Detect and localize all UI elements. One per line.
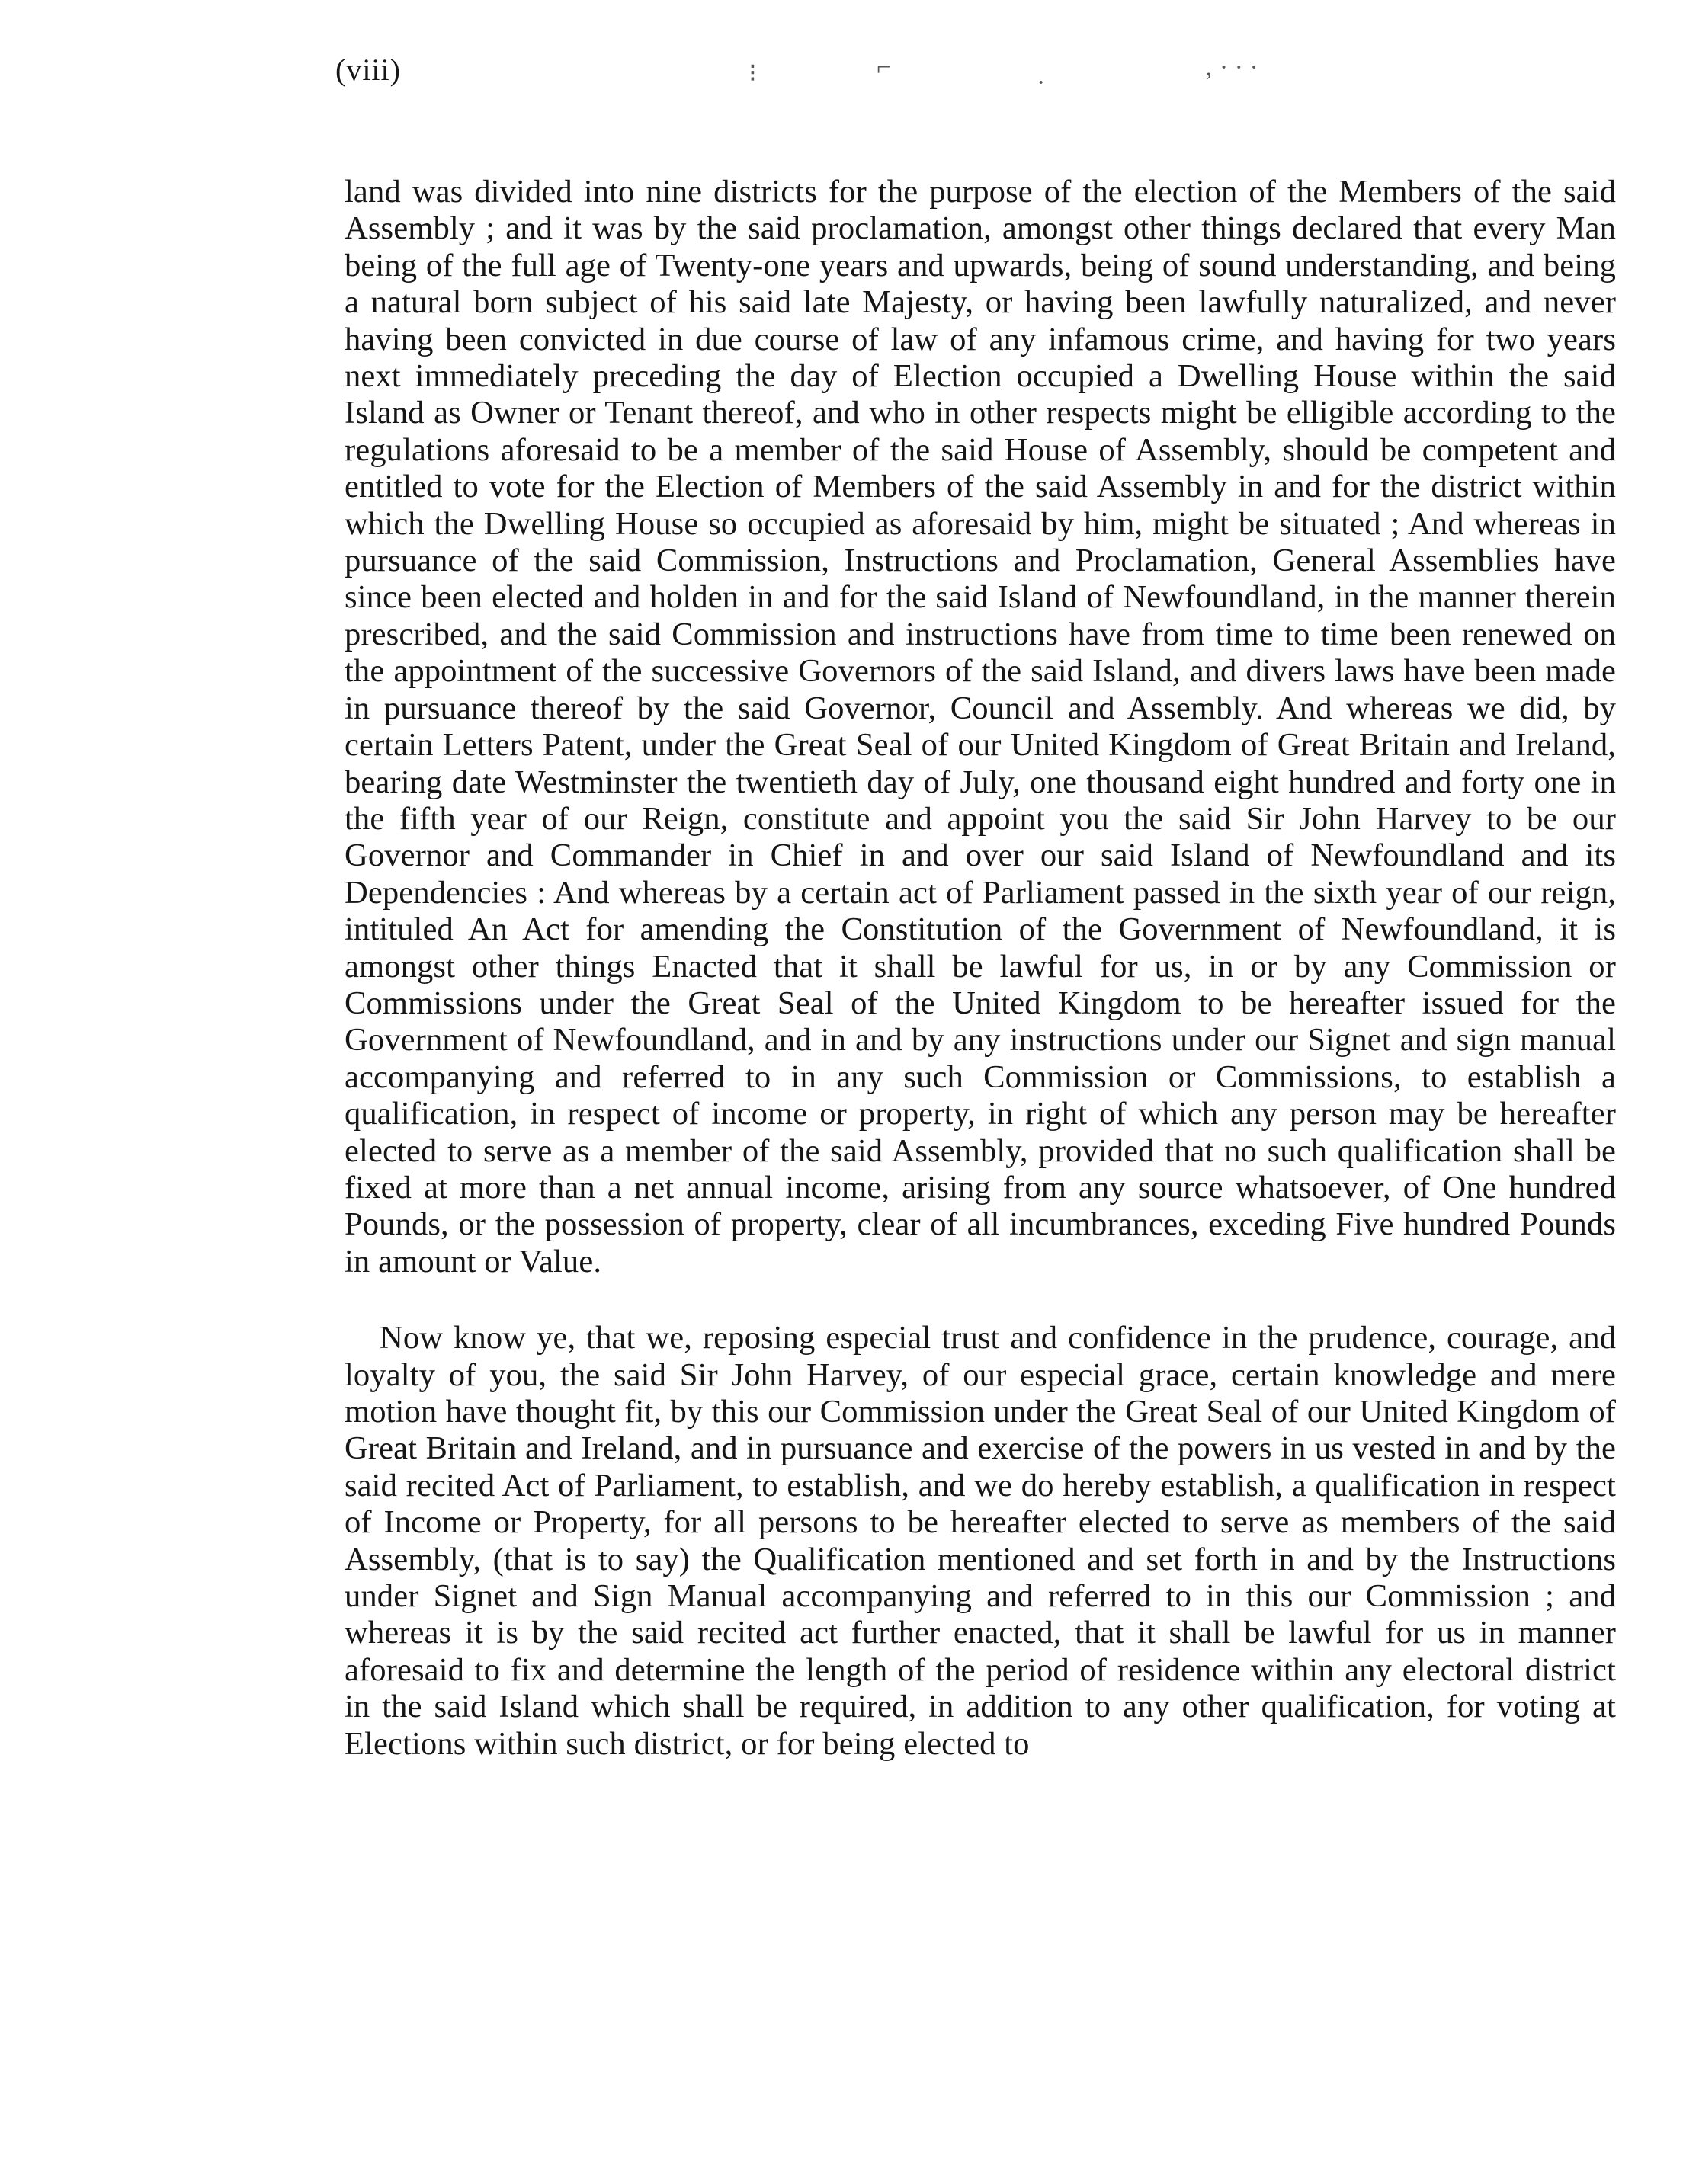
body-paragraph: land was divided into nine districts for the purpose of the election of the Members of the said Assembly ; and it was by the said proclamation, amongst other things declared that every Man being of the full age of Twenty-one years and upwards, being of sound understanding, and being a natural born subject of his said late Majesty, or having been lawfully naturalized, and never having been convicted in due course of law of any infamous crime, and having for two years next immediately preceding the day of Election occupied a Dwelling House within the said Island as Owner or Tenant thereof, and who in other respects might be elligible according to the regulations aforesaid to be a member of the said House of Assembly, should be competent and entitled to vote for the Election of Members of the said Assembly in and for the district within which the Dwelling House so occupied as aforesaid by him, might be situated ; And whereas in pursuance of the said Commission, Instructions and Proclamation, General Assemblies have since been elected and holden in and for the said Island of Newfoundland, in the manner therein prescribed, and the said Commission and instructions have from time to time been renewed on the appointment of the successive Governors of the said Island, and divers laws have been made in pursuance thereof by the said Governor, Council and Assembly. And whereas we did, by certain Letters Patent, under the Great Seal of our United Kingdom of Great Britain and Ireland, bearing date Westminster the twentieth day of July, one thousand eight hundred and forty one in the fifth year of our Reign, constitute and appoint you the said Sir John Harvey to be our Governor and Commander in Chief in and over our said Island of Newfoundland and its Dependencies : And whereas by a certain act of Parliament passed in the sixth year of our reign, intituled An Act for amending the Constitution of the Government of Newfoundland, it is amongst other things Enacted that it shall be lawful for us, in or by any Commission or Commissions under the Great Seal of the United Kingdom to be hereafter issued for the Government of Newfoundland, and in and by any instructions under our Signet and sign manual accompanying and referred to in any such Commission or Commissions, to establish a qualification, in respect of income or property, in right of which any person may be hereafter elected to serve as a member of the said Assembly, provided that no such qualification shall be fixed at more than a net annual income, arising from any source whatsoever, of One hundred Pounds, or the possession of property, clear of all incumbrances, exceding Five hundred Pounds in amount or Value.	[345, 174, 1616, 1279]
header-print-artifacts: ⁝ ⌐ · ‚ · · ·	[749, 53, 1258, 97]
body-paragraph: Now know ye, that we, reposing especial trust and confidence in the prudence, courage, and loyalty of you, the said Sir John Harvey, of our especial grace, certain knowledge and mere motion have thought fit, by this our Commission under the Great Seal of our United Kingdom of Great Britain and Ireland, and in pursuance and exercise of the powers in us vested in and by the said recited Act of Parliament, to establish, and we do hereby establish, a qualification in respect of Income or Property, for all persons to be hereafter elected to serve as members of the said Assembly, (that is to say) the Qualification mentioned and set forth in and by the Instructions under Signet and Sign Manual accompanying and referred to in this our Commission ; and whereas it is by the said recited act further enacted, that it shall be lawful for us in manner aforesaid to fix and determine the length of the period of residence within any electoral district in the said Island which shall be required, in addition to any other qualification, for voting at Elections within such district, or for being elected to	[345, 1320, 1616, 1762]
page-number: (viii)	[335, 53, 401, 87]
document-body	[345, 174, 1616, 1763]
